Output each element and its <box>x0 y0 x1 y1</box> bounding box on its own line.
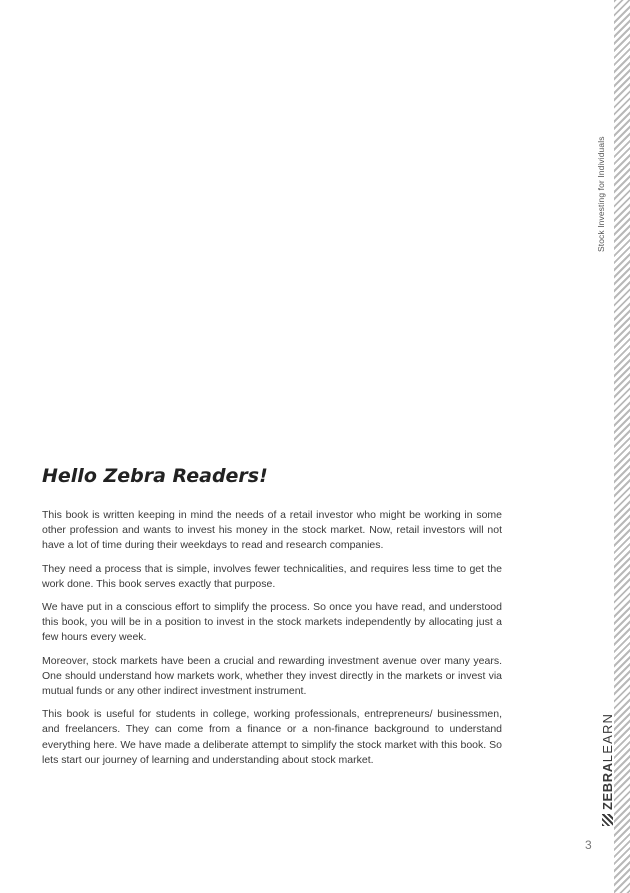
page-number: 3 <box>585 838 592 852</box>
logo-learn-text: LEARN <box>599 712 615 763</box>
main-content <box>42 462 502 776</box>
logo-zebra-text: ZEBRA <box>599 762 615 810</box>
striped-page-border <box>614 0 630 893</box>
zebra-stripes-icon <box>602 814 613 826</box>
paragraph-3: We have put in a conscious effort to simplify the process. So once you have read, and understood this book, you will be in a position to invest in the stock markets independently by allocating just a few hours every week. <box>42 601 502 644</box>
paragraph-5: This book is useful for students in college, working professionals, entrepreneurs/ businessmen, and freelancers. They can come from a finance or a non-finance background to understand everything here. We have made a deliberate attempt to simplify the stock market with this book. So lets start our journey of learning and understanding about stock market. <box>42 708 502 766</box>
paragraph-2: They need a process that is simple, involves fewer technicalities, and requires less time to get the work done. This book serves exactly that purpose. <box>42 562 502 590</box>
running-header-title: Stock Investing for Individuals <box>596 136 606 252</box>
paragraph-4: Moreover, stock markets have been a crucial and rewarding investment avenue over many years. One should understand how markets work, whether they invest directly in the markets or invest via mutual funds or any other indirect investment instrument. <box>42 654 502 698</box>
page-heading: Hello Zebra Readers! <box>42 465 268 487</box>
paragraph-1: This book is written keeping in mind the needs of a retail investor who might be working in some other profession and wants to invest his money in the stock market. Now, retail investors will not have a lot of time during their weekdays to read and research companies. <box>42 509 502 552</box>
zebralearn-logo <box>600 713 614 826</box>
